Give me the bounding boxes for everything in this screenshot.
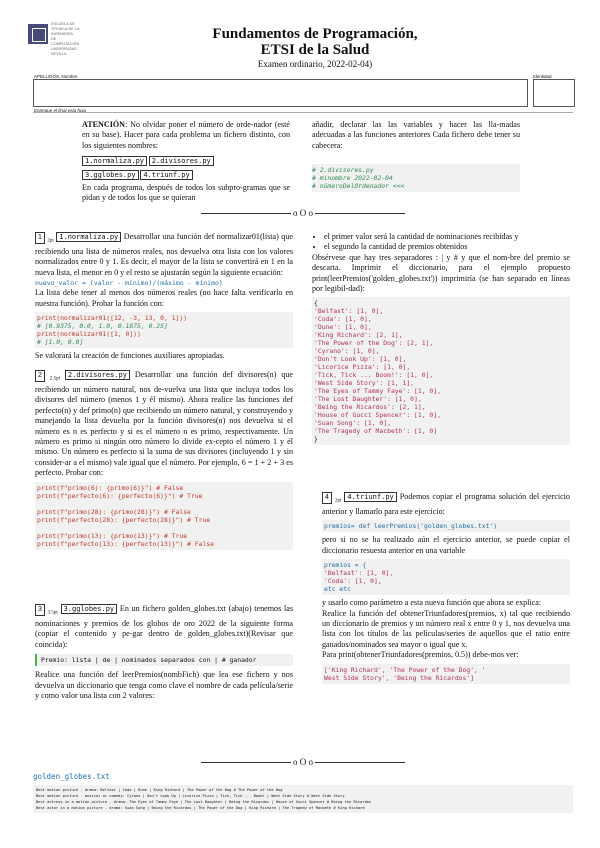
bullet-1: • el primer valor será la cantidad de nominaciones recibidas y [324,232,570,242]
id-field[interactable] [533,79,575,107]
attention-label: ATENCIÓN [82,120,126,129]
problem-4-text3: y usarlo como parámetro a esta nueva función que ahora se explica: [322,598,542,608]
intro-right-text: añadir, declarar las las variables y hacer las lla-madas adecuadas a las funciones anteriores Cada fichero debe tener su cabecera: [312,120,520,150]
problem-2 [35,370,293,553]
name-field[interactable] [33,79,528,107]
problem-1-points: 2pt [47,238,54,244]
filename-2: 2.divisores.py [149,156,214,166]
problem-2-number: 2 [35,370,45,382]
attention-text: : No olvidar poner el número de orde-nador (esté en su base). Hacer para cada problema un fichero distinto, con los siguientes nombres: [82,120,290,150]
problem-3-number: 3 [35,604,45,616]
right-text: Obsérvese que hay tres separadores : | y # y que el nom-bre del premio se descarta. Imprimir el diccionario, para el ejemplo propuesto print(leerPremios('golden_globes.txt')) imprimiría (se han separado en líneas por legibil-dad): [312,252,570,294]
problem-4-points: 2pt [334,498,342,504]
problem-4 [322,492,570,687]
problem-4-result: ['King Richard', 'The Power of the Dog', ' West Side Story', 'Being the Ricardos'] [322,664,570,684]
title-line2: ETSI de la Salud [260,42,370,58]
title-line1: Fundamentos de Programación, [212,26,418,42]
logo-text: ESCUELA DE TÉCNICA DE LA INGENIERÍA DE COMPUTACIÓN UNIVERSIDAD SEVILLA [51,22,80,56]
format-line: Premio: lista | de | nominados separados con | # ganador [35,654,293,666]
problem-4-file: 4.triunf.py [344,492,396,502]
problem-4-text5: Para print(obtenerTriunfadores(premios, 0.5)) debe-mos ver: [322,650,519,660]
problem-1-after: Se valorará la creación de funciones auxiliares apropiadas. [35,351,225,361]
problem-2-code: print(f"primo(6): {primo(6)}") # False print(f"perfecto(6): {perfecto(6)}") # True print(f"primo(28): {primo(28)}") # False print(f"perfecto(28): {perfecto(28)}") # True print(f"primo(13): {primo(13)}") # True print(f"perfecto(13): {perfecto(13)}") # False [35,482,293,550]
problem-4-text2: pero si no se ha realizado aún el ejercicio anterior, se puede copiar el diccionario resuesta anterior en una variable [322,535,570,555]
footer-filename: golden_globes.txt [33,772,110,781]
problem-3-file: 3.gglobes.py [61,604,118,614]
problem-3-text: 3 $_{3.5pt}$ 3.gglobes.py En un fichero golden_globes.txt (abajo) tenemos las nominaciones y premios de los globos de oro 2022 de la siguiente forma (copiar el contenido y pe-gar dentro de golden_globes.txt)(Revisar que coincida): [35,604,293,649]
problem-4-code1: premios= def leerPremios('golden_globes.txt') [322,520,570,532]
page-title [150,26,480,70]
dictionary-output: { 'Belfast': [1, 0], 'Coda': [1, 0], 'Dune': [1, 0], 'King Richard': [2, 1], 'The Power of the Dog': [2, 1], 'Cyrano': [1, 0], 'Don't Look Up': [1, 0], 'Licorice Pizza': [1, 0], 'Tick, Tick ... Boom!': [1, 0], 'West Side Story': [1, 1], 'The Eyes of Tammy Faye': [1, 0], 'The Lost Daughter': [1, 0], 'Being the Ricardos': [2, 1], 'House of Gucci Spencer': [1, 0], 'Suan Song': [1, 0], 'The Tragedy of Macbeth': [1, 0] } [312,297,570,445]
problem-1-number: 1 [35,232,45,244]
problem-2-file: 2.divisores.py [65,370,130,380]
right-column [312,232,570,448]
problem-2-points: 2.5pt [49,376,60,382]
file-list [82,154,290,182]
bullet-2: • el segundo la cantidad de premios obtenidos [324,242,570,252]
filename-4: 4.triunf.py [140,170,192,180]
problem-3 [35,604,293,701]
separator-top: o O o [33,208,573,218]
problem-1-code: print(normalizar01([12, -3, 13, 0, 1])) # [0.9375, 0.0, 1.0, 0.1875, 0.25] print(normalizar01([1, 0])) # [1.0, 0.0] [35,312,293,348]
problem-3-text2: Realice una función def leerPremios(nombFich) que lea ese fichero y nos devuelva un diccionario que tenga como clave el nombre de cada película/serie y como valor una lista con 2 valores: [35,670,293,701]
problem-4-code2: premios = { 'Belfast': [1, 0], 'Coda': [1, 0], etc etc [322,559,570,595]
filename-1: 1.normaliza.py [82,156,147,166]
header-divider [33,112,573,113]
problem-1 [35,232,293,361]
logo-mark-inner [32,28,46,42]
bullet-list [312,232,570,253]
id-label: Identidad [533,74,552,79]
university-logo [28,22,100,64]
problem-1-text: 1 $_{2pt}$ 1.normaliza.py Desarrollar una función def normalizar01(lista) que recibiendo una lista de números reales, nos devuelva otra lista con los valores normalizados entre 0 y 1. Es decir, el mayor de la lista se convertirá en 1 en la nueva lista, el menor en 0 y el resto se ajustarán según la siguiente ecuación: [35,232,293,277]
filename-3: 3.gglobes.py [82,170,139,180]
formula: nuevo_valor = (valor - mínimo)/(máximo - mínimo) [35,279,223,288]
header-comment-code: # 2.divisores.py # minombre 2022-02-04 # númeroDelOrdenador <<< [312,164,520,192]
problem-4-text: 4 $_{2pt}$ 4.triunf.py Podemos copiar el programa solución del ejercicio anterior y llamarlo para este ejercicio: [322,492,570,517]
problem-1-text2: La lista debe tener al menos dos números reales (no hace falta verificarlo en nuestra función). Probar la función con: [35,288,293,308]
problem-2-text: 2 $_{2.5pt}$ 2.divisores.py Desarrollar una función def divisores(n) que recibiendo un número natural, nos de-vuelva una lista que incluya todos los divisores del número (menos 1 y él mismo). Ahora realice las funciones def perfecto(n) y def primo(n) que recibiendo un número natural, y construyendo y manejando la lista devuelta por la función divisores(n) nos devuelva si el número es n es perfecto y si es el número n es primo, respectivamente. Un número es primo si ningún otro número lo divide ex-cepto el número 1 y él mismo. Un número es perfecto si la suma de sus divisores (incluyendo 1 y sin consider-ar a el mismo) vale igual que el número. Por ejemplo, 6 = 1 + 2 + 3 es perfecto. Probar con: [35,370,293,478]
after-files-text: En cada programa, después de todos los subpro-gramas que se pidan y de todos los que se quieran [82,183,290,203]
name-label: APELLIDOS, Nombre [34,74,78,79]
separator-bottom: o O o [33,757,573,767]
golden-globes-file: Best motion picture - drama: Belfast | Coda | Dune | King Richard | The Power of the Dog # The Power of the Dog Best motion picture - musical or comedy: Cyrano | Don't Look Up | Licorice Pizza | Tick, Tick ... Boom! | West Side Story # West Side Story Best actress in a motion picture - drama: The Eyes of Tammy Faye | The Lost Daughter | Being the Ricardos | House of Gucci Spencer # Being the Ricardos Best actor in a motion picture - drama: Suan Song | Being the Ricardos | The Power of the Dog | King Richard | The Tragedy of Macbeth # King Richard [33,785,573,813]
problem-3-points: 3.5pt [47,610,58,616]
problem-1-file: 1.normaliza.py [56,232,121,242]
problem-4-number: 4 [322,492,332,504]
problem-4-text4: Realice la función def obtenerTriunfadores(premios, x) tal que recibiendo un diccionario de premios y un número real x entre 0 y 1, nos devuelva una lista con los títulos de las películas/series de aquellos que el ratio entre ganados/nominados sea mayor o igual que x. [322,608,570,649]
sign-note: Entregue el final esta hoja [34,108,87,113]
attention-block [82,120,290,151]
exam-subtitle: Examen ordinario, 2022-02-04) [257,59,373,69]
